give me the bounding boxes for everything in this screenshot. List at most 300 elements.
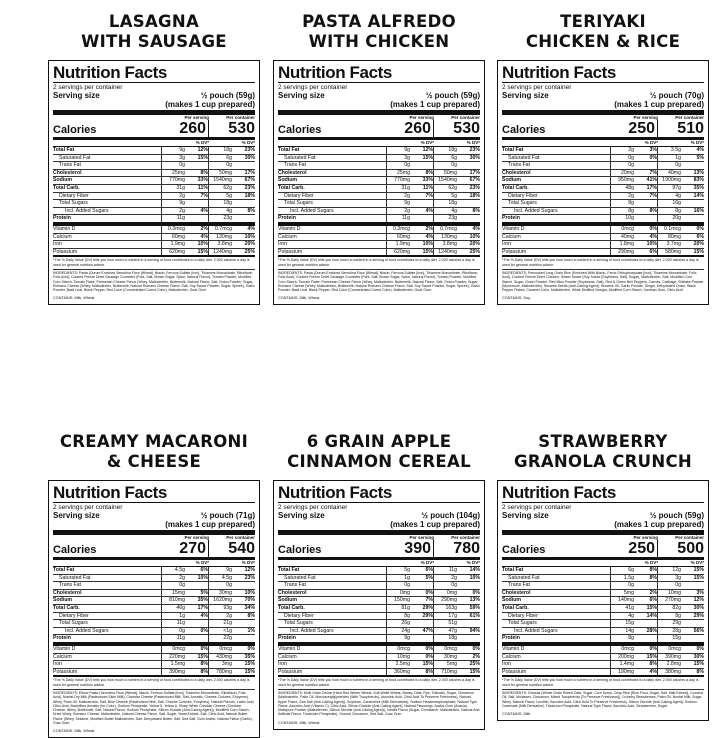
dv-per-serving: 12% bbox=[197, 147, 208, 153]
dv-per-container: 67% bbox=[244, 177, 255, 184]
dv-per-container: 67% bbox=[469, 177, 480, 184]
nutrient-row bbox=[502, 162, 704, 170]
dv-per-container: 15% bbox=[469, 668, 480, 675]
dv-per-serving: 28% bbox=[646, 627, 657, 634]
amount-per-serving: 1.9mg bbox=[161, 241, 185, 248]
amount-per-serving: 26g bbox=[386, 620, 410, 627]
amount-per-container: 1240mg bbox=[208, 249, 232, 256]
dv-per-container: 25% bbox=[469, 248, 480, 255]
amount-per-serving: 0g bbox=[386, 162, 410, 169]
amount-per-serving: 0g bbox=[161, 162, 185, 169]
nutrient-row bbox=[278, 234, 480, 242]
nutrient-row bbox=[278, 597, 480, 605]
daily-value-footnote: *The % Daily Value (DV) tells you how much a nutrient in a serving of food contributes to a daily diet. 2,000 calories a day is used for general nutrition advice. bbox=[278, 678, 475, 687]
dv-per-container bbox=[232, 200, 255, 207]
dv-per-serving: 15% bbox=[646, 604, 657, 611]
dv-per-serving: 0% bbox=[649, 154, 657, 161]
nutrient-name: Total Fat bbox=[502, 567, 524, 573]
nutrient-row bbox=[53, 234, 255, 242]
amount-per-container: 18g bbox=[433, 200, 457, 207]
dv-per-container bbox=[232, 215, 255, 222]
nutrient-row bbox=[502, 597, 704, 605]
dv-per-container: 23% bbox=[244, 184, 255, 191]
calories-row bbox=[278, 540, 480, 560]
calories-per-container: 540 bbox=[228, 540, 255, 557]
amount-per-serving: 6g bbox=[610, 567, 634, 574]
dv-per-serving bbox=[410, 582, 433, 589]
calories-per-container: 780 bbox=[453, 540, 480, 557]
amount-per-container: 1g bbox=[657, 155, 681, 162]
amount-per-container: 0.7mcg bbox=[433, 226, 457, 233]
nutrient-rows bbox=[53, 567, 255, 677]
dv-header-serving: % DV* bbox=[644, 560, 658, 565]
dv-per-container bbox=[457, 582, 480, 589]
nutrient-row bbox=[53, 605, 255, 613]
dv-per-serving: 29% bbox=[422, 604, 433, 611]
calories-per-serving: 390 bbox=[388, 540, 434, 557]
amount-per-serving: 2g bbox=[386, 193, 410, 200]
amount-per-serving: 2g bbox=[386, 208, 410, 215]
nutrient-name: Protein bbox=[53, 215, 71, 222]
dv-per-serving: 11% bbox=[422, 184, 433, 191]
daily-value-header bbox=[278, 560, 480, 567]
nutrient-row bbox=[53, 628, 255, 636]
nutrient-row bbox=[278, 193, 480, 201]
dv-per-serving bbox=[634, 200, 657, 207]
amount-per-container: 1540mg bbox=[433, 177, 457, 184]
nutrition-label bbox=[273, 480, 485, 730]
nutrient-row bbox=[53, 669, 255, 678]
nutrient-name: Sodium bbox=[278, 597, 298, 604]
amount-per-container: 0g bbox=[208, 582, 232, 589]
nutrient-name: Trans Fat bbox=[59, 582, 82, 589]
servings-per-container: 2 servings per container bbox=[278, 82, 480, 91]
per-container-header: Per container bbox=[226, 115, 255, 120]
nutrient-name: Iron bbox=[502, 661, 511, 668]
nutrition-facts-heading: Nutrition Facts bbox=[502, 483, 616, 502]
nutrient-name: Total Carb. bbox=[502, 184, 529, 191]
nutrition-label bbox=[48, 60, 260, 305]
allergen-contains: CONTAINS: Milk, Wheat. bbox=[278, 720, 321, 725]
amount-per-container: 163g bbox=[433, 605, 457, 612]
dv-per-container: 8% bbox=[247, 207, 255, 214]
nutrient-name: Total Sugars bbox=[284, 620, 313, 627]
product-card-2 bbox=[273, 12, 485, 305]
dv-per-container: 8% bbox=[696, 668, 704, 675]
amount-per-container: 0mcg bbox=[433, 646, 457, 653]
dv-per-serving: 0% bbox=[200, 627, 208, 634]
nutrient-row bbox=[502, 620, 704, 628]
amount-per-container: 3.8mg bbox=[208, 241, 232, 248]
nutrient-name: Total Carb. bbox=[53, 604, 80, 611]
nutrient-row bbox=[278, 646, 480, 654]
calories-row bbox=[502, 120, 704, 140]
dv-per-container: 4% bbox=[247, 225, 255, 232]
nutrient-row bbox=[278, 605, 480, 613]
amount-per-serving: 48g bbox=[610, 185, 634, 192]
calories-label: Calories bbox=[278, 124, 322, 136]
dv-per-serving: 8% bbox=[649, 661, 657, 668]
amount-per-container: 20g bbox=[657, 215, 681, 222]
nutrient-row bbox=[53, 215, 255, 226]
amount-per-serving: 5g bbox=[386, 567, 410, 574]
daily-value-footnote: *The % Daily Value (DV) tells you how much a nutrient in a serving of food contributes to a daily diet. 2,000 calories a day is used for general nutrition advice. bbox=[278, 258, 475, 267]
dv-per-container: 25% bbox=[244, 248, 255, 255]
amount-per-serving: 5mg bbox=[610, 590, 634, 597]
nutrient-row bbox=[53, 590, 255, 598]
amount-per-container: 6g bbox=[208, 155, 232, 162]
dv-per-container: 0% bbox=[696, 225, 704, 232]
nutrient-name: Total Carb. bbox=[278, 184, 305, 191]
calories-per-serving: 250 bbox=[612, 540, 658, 557]
amount-per-serving: 950mg bbox=[610, 177, 634, 184]
nutrient-name: Dietary Fiber bbox=[284, 612, 314, 619]
amount-per-container: 130mg bbox=[208, 234, 232, 241]
amount-per-serving: 620mg bbox=[386, 249, 410, 256]
nutrient-name: Incl. Added Sugars bbox=[65, 627, 109, 634]
nutrient-name: Protein bbox=[502, 635, 520, 642]
amount-per-serving: 0mcg bbox=[386, 646, 410, 653]
nutrient-name: Saturated Fat bbox=[59, 574, 91, 581]
dv-per-serving: 35% bbox=[197, 597, 208, 604]
dv-per-serving bbox=[634, 620, 657, 627]
nutrient-row bbox=[502, 646, 704, 654]
calories-per-container: 530 bbox=[228, 120, 255, 137]
amount-per-container: 0mcg bbox=[208, 646, 232, 653]
serving-size-row bbox=[278, 511, 480, 529]
dv-per-container: 10% bbox=[469, 574, 480, 581]
calories-per-serving: 270 bbox=[163, 540, 209, 557]
serving-size-row bbox=[502, 91, 704, 109]
product-title: PASTA ALFREDO WITH CHICKEN bbox=[302, 12, 456, 51]
serving-size-label: Serving size bbox=[278, 511, 325, 520]
nutrient-name: Cholesterol bbox=[278, 589, 307, 596]
amount-per-serving: 2g bbox=[161, 193, 185, 200]
amount-per-container: 580mg bbox=[657, 249, 681, 256]
nutrient-row bbox=[278, 654, 480, 662]
amount-per-container: 10mg bbox=[657, 590, 681, 597]
dv-per-container: 15% bbox=[693, 661, 704, 668]
daily-value-header bbox=[502, 560, 704, 567]
amount-per-container: 23g bbox=[433, 215, 457, 222]
nutrition-label bbox=[48, 480, 260, 738]
nutrient-row bbox=[502, 575, 704, 583]
dv-per-serving: 15% bbox=[197, 154, 208, 161]
nutrient-name: Vitamin D bbox=[278, 645, 301, 652]
nutrient-row bbox=[502, 170, 704, 178]
nutrient-row bbox=[502, 582, 704, 590]
serving-size-value: ½ pouch (70g) (makes 1 cup prepared) bbox=[614, 91, 704, 109]
amount-per-container: 62g bbox=[433, 185, 457, 192]
nutrient-row bbox=[278, 575, 480, 583]
nutrient-name: Total Sugars bbox=[59, 200, 88, 207]
nutrient-name: Sodium bbox=[502, 177, 522, 184]
dv-per-container: 1% bbox=[247, 627, 255, 634]
dv-per-container: 5% bbox=[696, 154, 704, 161]
dv-per-serving: 2% bbox=[649, 589, 657, 596]
dv-per-container: 23% bbox=[244, 574, 255, 581]
nutrient-name: Trans Fat bbox=[508, 162, 531, 169]
amount-per-serving: 1.5mg bbox=[161, 661, 185, 668]
nutrient-name: Sodium bbox=[53, 597, 73, 604]
dv-per-serving: 0% bbox=[200, 645, 208, 652]
dv-per-container: 15% bbox=[693, 574, 704, 581]
daily-value-footnote: *The % Daily Value (DV) tells you how much a nutrient in a serving of food contributes to a daily diet. 2,000 calories a day is used for general nutrition advice. bbox=[502, 258, 699, 267]
nutrient-row bbox=[502, 241, 704, 249]
amount-per-serving: 0mg bbox=[386, 590, 410, 597]
dv-per-serving: 17% bbox=[646, 184, 657, 191]
amount-per-serving: 200mg bbox=[610, 654, 634, 661]
amount-per-serving: 25mg bbox=[386, 170, 410, 177]
amount-per-serving: 0mcg bbox=[161, 646, 185, 653]
nutrient-name: Incl. Added Sugars bbox=[514, 627, 558, 634]
amount-per-serving: 11g bbox=[386, 215, 410, 222]
amount-per-container: 3.7mg bbox=[657, 241, 681, 248]
dv-per-container: 10% bbox=[244, 589, 255, 596]
dv-per-serving: 2% bbox=[425, 225, 433, 232]
amount-per-container: 0mcg bbox=[657, 646, 681, 653]
nutrient-name: Potassium bbox=[502, 248, 527, 255]
daily-value-header bbox=[278, 140, 480, 147]
amount-per-container: 18g bbox=[433, 147, 457, 154]
dv-per-container: 70% bbox=[244, 597, 255, 604]
dv-per-serving: 15% bbox=[646, 653, 657, 660]
amount-per-container: 4g bbox=[208, 208, 232, 215]
amount-per-serving: 8g bbox=[386, 613, 410, 620]
dv-per-container bbox=[681, 162, 704, 169]
nutrient-row bbox=[278, 185, 480, 193]
nutrient-row bbox=[278, 200, 480, 208]
amount-per-container: 12g bbox=[657, 567, 681, 574]
dv-per-serving bbox=[410, 635, 433, 642]
amount-per-container: 0g bbox=[433, 162, 457, 169]
nutrient-name: Cholesterol bbox=[278, 169, 307, 176]
amount-per-container: 2.8mg bbox=[657, 661, 681, 668]
amount-per-container: 3g bbox=[657, 575, 681, 582]
amount-per-serving: 0g bbox=[610, 582, 634, 589]
nutrient-name: Trans Fat bbox=[59, 162, 82, 169]
product-card-3 bbox=[497, 12, 709, 305]
dv-per-container bbox=[681, 635, 704, 642]
nutrient-row bbox=[53, 613, 255, 621]
nutrient-row bbox=[502, 147, 704, 155]
dv-per-container: 2% bbox=[472, 653, 480, 660]
dv-per-serving: 15% bbox=[422, 661, 433, 668]
per-serving-header: Per serving bbox=[409, 115, 434, 120]
amount-per-container: 15g bbox=[657, 635, 681, 642]
dv-per-container: 15% bbox=[244, 661, 255, 668]
nutrient-row bbox=[278, 170, 480, 178]
nutrient-row bbox=[502, 590, 704, 598]
dv-per-container: 0% bbox=[247, 645, 255, 652]
dv-per-container: 10% bbox=[469, 233, 480, 240]
nutrient-row bbox=[278, 567, 480, 575]
dv-per-serving: 0% bbox=[425, 589, 433, 596]
amount-per-container: 4.5g bbox=[208, 575, 232, 582]
nutrient-name: Dietary Fiber bbox=[284, 192, 314, 199]
daily-value-header bbox=[53, 140, 255, 147]
amount-per-container: 1540mg bbox=[208, 177, 232, 184]
nutrient-name: Vitamin D bbox=[278, 225, 301, 232]
nutrient-name: Total Sugars bbox=[59, 620, 88, 627]
nutrient-name: Total Fat bbox=[278, 567, 300, 573]
amount-per-container: 23g bbox=[208, 215, 232, 222]
nutrient-row bbox=[502, 628, 704, 636]
serving-size-value: ½ pouch (104g) (makes 1 cup prepared) bbox=[390, 511, 480, 529]
nutrient-row bbox=[53, 226, 255, 234]
servings-per-container: 2 servings per container bbox=[502, 82, 704, 91]
amount-per-container: 18g bbox=[208, 200, 232, 207]
dv-per-serving: 10% bbox=[422, 241, 433, 248]
nutrient-name: Calcium bbox=[278, 233, 297, 240]
amount-per-container: 290mg bbox=[433, 597, 457, 604]
serving-size-value: ½ pouch (59g) (makes 1 cup prepared) bbox=[614, 511, 704, 529]
nutrient-name: Sodium bbox=[53, 177, 73, 184]
nutrient-name: Iron bbox=[278, 241, 287, 248]
amount-per-container: 1240mg bbox=[433, 249, 457, 256]
nutrient-name: Vitamin D bbox=[502, 645, 525, 652]
dv-per-container: 17% bbox=[469, 169, 480, 176]
dv-header-container: % DV* bbox=[241, 560, 255, 565]
amount-per-serving: 15mg bbox=[161, 590, 185, 597]
dv-per-container bbox=[232, 635, 255, 642]
amount-per-container: 5mg bbox=[433, 661, 457, 668]
nutrient-row bbox=[278, 226, 480, 234]
nutrient-row bbox=[502, 193, 704, 201]
nutrient-row bbox=[278, 628, 480, 636]
dv-per-serving: 10% bbox=[197, 241, 208, 248]
nutrient-name: Incl. Added Sugars bbox=[65, 207, 109, 214]
nutrient-row bbox=[502, 200, 704, 208]
amount-per-container: 0g bbox=[657, 582, 681, 589]
dv-per-serving: 7% bbox=[200, 192, 208, 199]
amount-per-serving: 2g bbox=[610, 147, 634, 154]
dv-per-container: 8% bbox=[247, 612, 255, 619]
amount-per-container: 18g bbox=[208, 147, 232, 154]
amount-per-serving: 9g bbox=[386, 147, 410, 154]
nutrient-name: Potassium bbox=[278, 668, 303, 675]
dv-per-serving: 8% bbox=[425, 668, 433, 675]
serving-size-row bbox=[53, 91, 255, 109]
nutrient-name: Dietary Fiber bbox=[508, 192, 538, 199]
dv-per-serving bbox=[185, 215, 208, 222]
servings-per-container: 2 servings per container bbox=[278, 502, 480, 511]
dv-per-serving: 8% bbox=[649, 567, 657, 573]
dv-per-serving bbox=[410, 215, 433, 222]
dv-per-container: 29% bbox=[693, 612, 704, 619]
nutrient-rows bbox=[278, 147, 480, 257]
amount-per-container: 30mg bbox=[208, 590, 232, 597]
amount-per-serving: 1.8mg bbox=[610, 241, 634, 248]
nutrient-name: Calcium bbox=[502, 653, 521, 660]
dv-per-container bbox=[681, 215, 704, 222]
amount-per-container: 0.1mcg bbox=[657, 226, 681, 233]
nutrient-row bbox=[278, 613, 480, 621]
dv-per-serving bbox=[410, 620, 433, 627]
daily-value-footnote: *The % Daily Value (DV) tells you how much a nutrient in a serving of food contributes to a daily diet. 2,000 calories a day is used for general nutrition advice. bbox=[53, 258, 250, 267]
nutrient-row bbox=[53, 162, 255, 170]
dv-per-container bbox=[457, 200, 480, 207]
dv-per-container: 12% bbox=[244, 567, 255, 573]
nutrient-row bbox=[278, 241, 480, 249]
amount-per-serving: 31g bbox=[161, 185, 185, 192]
nutrient-name: Incl. Added Sugars bbox=[290, 627, 334, 634]
product-title: CREAMY MACARONI & CHEESE bbox=[59, 432, 249, 471]
nutrient-name: Vitamin D bbox=[53, 225, 76, 232]
serving-size-row bbox=[53, 511, 255, 529]
serving-size-label: Serving size bbox=[502, 511, 549, 520]
calories-per-serving: 250 bbox=[612, 120, 658, 137]
nutrient-name: Total Carb. bbox=[502, 604, 529, 611]
amount-per-container: 0g bbox=[657, 162, 681, 169]
per-container-header: Per container bbox=[226, 535, 255, 540]
nutrient-row bbox=[502, 177, 704, 185]
dv-per-serving: 11% bbox=[197, 184, 208, 191]
dv-per-serving: 8% bbox=[200, 661, 208, 668]
ingredients-text: INGREDIENTS: Elbow Pasta (Semolina Flour [Wheat], Niacin, Ferrous Sulfate [Iron], Thiamine Mononitrate, Riboflavin, Folic Acid), Nonfat Dry Milk (Pasteurized Skim Milk), Cheddar Cheese (Pasteurized Milk, Salt, Annatto, Cheese Cultures, Enzymes), Whey, Palm Oil, Maltodextrin, Salt, Blue Cheese (Pasteurized Milk, Salt, Cheese Cultures, Enzymes), Natural Flavors, Lactic Acid, Citric Acid, Bactofibre Annatto (for Color), Sodium Phosphate, Yellow 5, Yellow 6, Sharp White Cheddar Cheese (Cheddar Cheese, Whey, Buttermilk, Salt, Natural Flavor, Sodium Phosphate, Silicon Dioxide (Anti-Caking Agent)), Modified Corn Starch, Dried Whey, Romano Cheese, Maltodextrin, Natural Cheese Flavor, Salt, Sugar, Yeast Extract, Salt, Citric Acid, Natural Butter Flavor (Whey, Sesame, Modified Butter Maltodextrin, Salt, Dehydrated Butter, Salt, Sea Salt, Gum Arabic, Natural Flavor (Garlic), Guar Gum. bbox=[53, 690, 255, 725]
nutrient-name: Vitamin D bbox=[53, 645, 76, 652]
dv-per-serving: 6% bbox=[649, 248, 657, 255]
dv-per-serving: 8% bbox=[649, 207, 657, 214]
amount-per-container: <1g bbox=[208, 628, 232, 635]
dv-header-container: % DV* bbox=[690, 560, 704, 565]
nutrition-facts-heading: Nutrition Facts bbox=[278, 63, 392, 82]
calories-per-serving: 260 bbox=[388, 120, 434, 137]
per-container-header: Per container bbox=[675, 115, 704, 120]
dv-per-serving: 7% bbox=[649, 192, 657, 199]
nutrition-label bbox=[273, 60, 485, 305]
amount-per-container: 430mg bbox=[208, 654, 232, 661]
nutrient-row bbox=[53, 200, 255, 208]
dv-per-container: 59% bbox=[469, 604, 480, 611]
per-container-header: Per container bbox=[451, 535, 480, 540]
dv-per-serving: 47% bbox=[422, 627, 433, 634]
nutrient-name: Total Carb. bbox=[53, 184, 80, 191]
nutrient-row bbox=[278, 147, 480, 155]
nutrient-name: Protein bbox=[278, 215, 296, 222]
calories-label: Calories bbox=[502, 544, 546, 556]
amount-per-serving: 810mg bbox=[161, 597, 185, 604]
amount-per-serving: 0g bbox=[610, 162, 634, 169]
dv-header-serving: % DV* bbox=[195, 140, 209, 145]
serving-size-value: ½ pouch (71g) (makes 1 cup prepared) bbox=[165, 511, 255, 529]
dv-per-container: 30% bbox=[693, 653, 704, 660]
nutrient-name: Protein bbox=[53, 635, 71, 642]
nutrient-row bbox=[278, 582, 480, 590]
amount-per-serving: 8g bbox=[610, 200, 634, 207]
amount-per-serving: 140mg bbox=[610, 597, 634, 604]
dv-per-serving: 4% bbox=[425, 233, 433, 240]
nutrient-rows bbox=[278, 567, 480, 677]
dv-per-serving: 17% bbox=[197, 604, 208, 611]
amount-per-container: 22g bbox=[208, 635, 232, 642]
per-serving-header: Per serving bbox=[184, 535, 209, 540]
amount-per-container: 780mg bbox=[208, 669, 232, 676]
amount-per-serving: 11g bbox=[161, 215, 185, 222]
product-card-5 bbox=[273, 432, 485, 730]
dv-per-container bbox=[681, 200, 704, 207]
amount-per-serving: 770mg bbox=[386, 177, 410, 184]
dv-per-container: 6% bbox=[696, 233, 704, 240]
dv-per-serving: 5% bbox=[425, 574, 433, 581]
amount-per-container: 270mg bbox=[657, 597, 681, 604]
amount-per-container: 3.5g bbox=[657, 147, 681, 154]
nutrient-name: Trans Fat bbox=[284, 162, 307, 169]
ingredients-text: INGREDIENTS: Granola (Whole Grain Rolled Oats, Sugar, Corn Syrup, Crisp Rice [Rice Flour, Sugar, Salt, Malt Extract], Coconut Oil, Salt, Molasses, Cinnamon, Mixed Tocopherols [To Preserve Freshness]), Crunchy Strawberries, Palm Oil, Nonfat Milk, Sugar, Whey, Natural Flavor, Lecithin, Ascorbic Acid, Citric Acid To Preserve Freshness), Silicon Dioxide (Anti-Caking Agent), Sodium Caseinate (Milk Derivative), Tricalcium Phosphate, Natural Type Flavor, Ascorbic Acid, Strawberries, Sugar. bbox=[502, 690, 704, 708]
dv-per-serving bbox=[634, 215, 657, 222]
serving-size-value: ½ pouch (59g) (makes 1 cup prepared) bbox=[165, 91, 255, 109]
dv-per-container: 14% bbox=[469, 567, 480, 573]
